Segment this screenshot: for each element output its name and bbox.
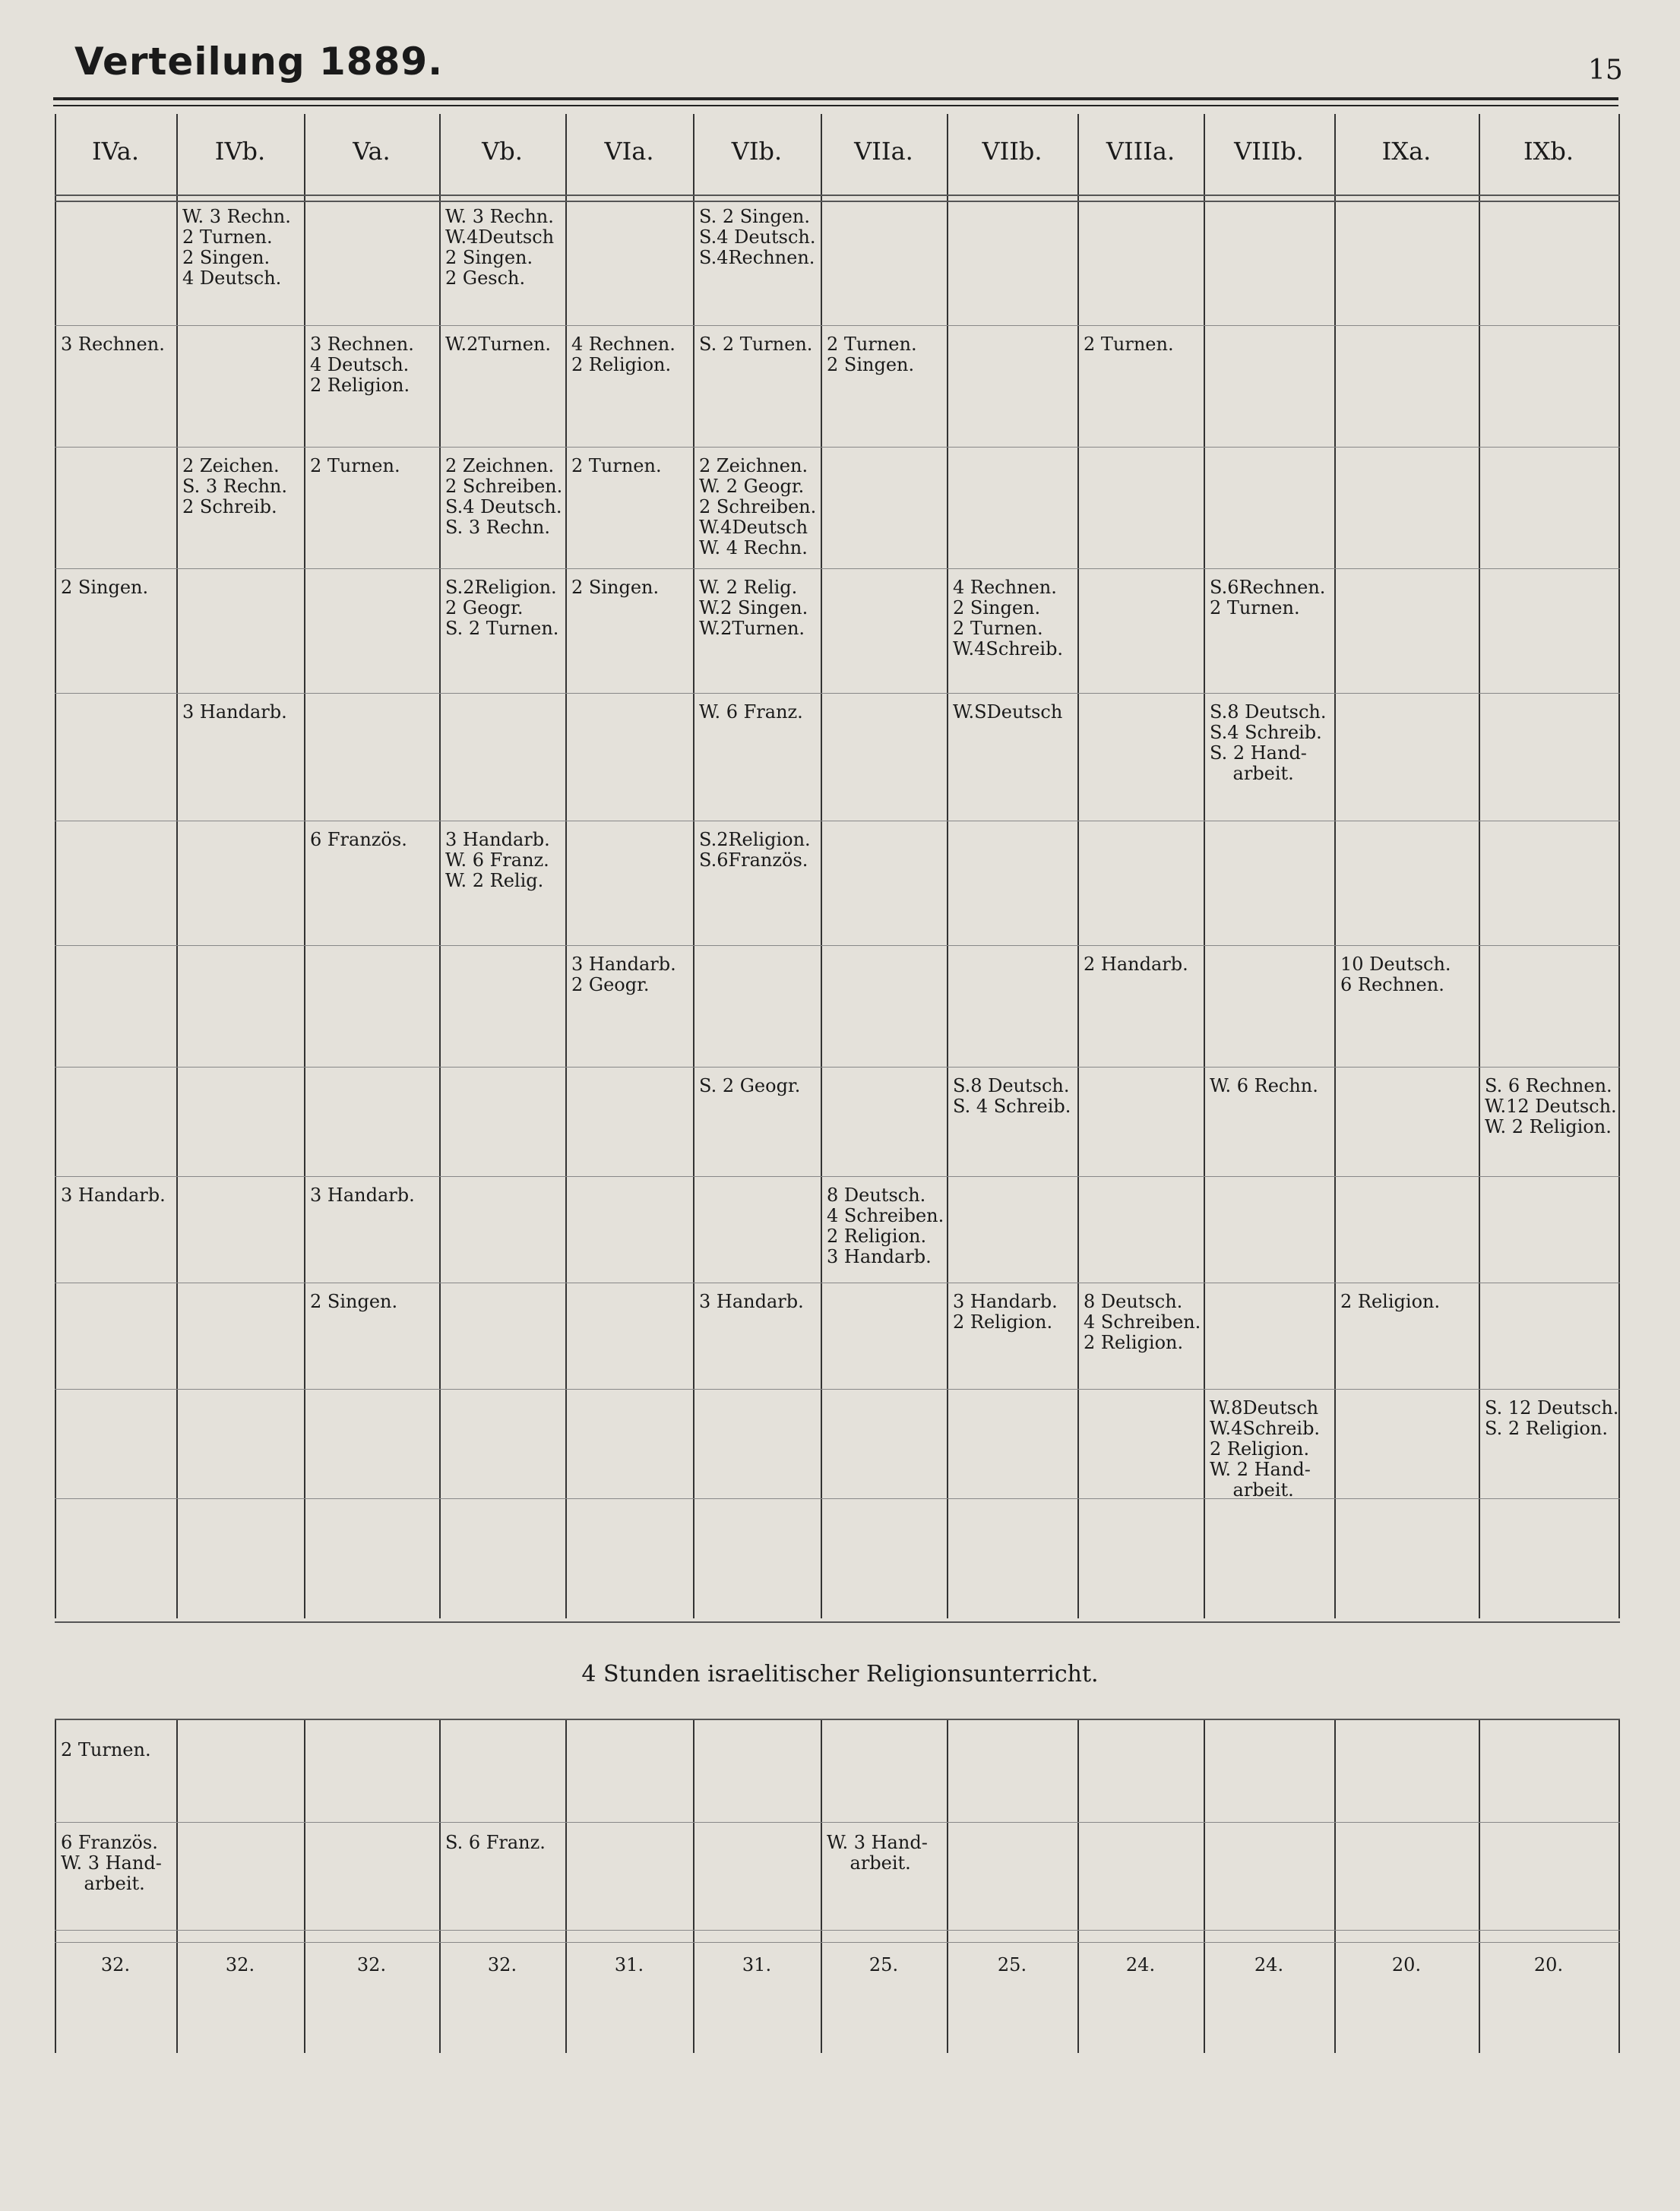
schedule-entry: 4 Rechnen. 2 Singen. 2 Turnen. W.4Schreib. xyxy=(953,577,1064,660)
schedule-entry: W. 2 Relig. W.2 Singen. W.2Turnen. xyxy=(699,577,808,639)
column-divider xyxy=(1204,1719,1205,2053)
column-divider xyxy=(304,114,305,1618)
row-divider xyxy=(55,1389,1620,1390)
column-divider xyxy=(439,114,441,1618)
schedule-entry: 3 Handarb. 2 Geogr. xyxy=(571,954,676,995)
row-divider xyxy=(55,1176,1620,1177)
schedule-entry: 2 Turnen. xyxy=(310,455,400,476)
column-divider xyxy=(821,114,822,1618)
column-divider xyxy=(1618,114,1620,1618)
schedule-entry: 6 Französ. xyxy=(310,829,407,850)
column-header: IXa. xyxy=(1381,137,1432,166)
schedule-entry: W. 6 Rechn. xyxy=(1210,1075,1318,1096)
column-divider xyxy=(1334,114,1336,1618)
column-divider xyxy=(565,114,567,1618)
top-rule xyxy=(53,97,1618,100)
column-divider xyxy=(821,1719,822,2053)
schedule-entry: W.2Turnen. xyxy=(445,334,552,355)
schedule-entry: 10 Deutsch. 6 Rechnen. xyxy=(1340,954,1451,995)
schedule-entry: S. 2 Geogr. xyxy=(699,1075,801,1096)
column-header: VIIa. xyxy=(854,137,913,166)
schedule-entry: W. 3 Hand- arbeit. xyxy=(827,1832,928,1874)
column-header: IVa. xyxy=(91,137,140,166)
schedule-entry: 3 Handarb. xyxy=(310,1185,415,1206)
column-divider xyxy=(1479,1719,1480,2053)
row-divider xyxy=(55,568,1620,569)
header-divider xyxy=(55,195,1620,196)
religion-band-text: 4 Stunden israelitischer Religionsunterricht. xyxy=(581,1661,1099,1688)
page-number: 15 xyxy=(1588,55,1623,86)
column-total: 32. xyxy=(356,1954,387,1975)
schedule-entry: S.2Religion. S.6Französ. xyxy=(699,829,811,871)
schedule-entry: 8 Deutsch. 4 Schreiben. 2 Religion. 3 Handarb. xyxy=(827,1185,944,1267)
column-header: VIa. xyxy=(604,137,654,166)
column-divider xyxy=(55,1719,56,2053)
column-total: 31. xyxy=(742,1954,772,1975)
column-divider xyxy=(1204,114,1205,1618)
schedule-entry: W.8Deutsch W.4Schreib. 2 Religion. W. 2 Hand- arbeit. xyxy=(1210,1397,1321,1501)
column-divider xyxy=(1334,1719,1336,2053)
schedule-entry: 2 Singen. xyxy=(61,577,149,598)
column-header: VIIIb. xyxy=(1234,137,1304,166)
row-divider xyxy=(55,325,1620,326)
schedule-entry: 2 Singen. xyxy=(571,577,660,598)
column-divider xyxy=(693,114,694,1618)
column-divider xyxy=(55,114,56,1618)
schedule-entry: S.8 Deutsch. S. 4 Schreib. xyxy=(953,1075,1071,1117)
schedule-entry: S. 12 Deutsch. S. 2 Religion. xyxy=(1485,1397,1619,1439)
row-divider xyxy=(55,1942,1620,1943)
schedule-entry: 3 Handarb. 2 Religion. xyxy=(953,1291,1058,1333)
column-total: 20. xyxy=(1533,1954,1564,1975)
schedule-entry: 3 Handarb. W. 6 Franz. W. 2 Relig. xyxy=(445,829,550,891)
schedule-entry: S.8 Deutsch. S.4 Schreib. S. 2 Hand- arbeit. xyxy=(1210,701,1327,784)
schedule-entry: 4 Rechnen. 2 Religion. xyxy=(571,334,675,375)
schedule-entry: W. 3 Rechn. W.4Deutsch 2 Singen. 2 Gesch. xyxy=(445,206,555,289)
column-header: Vb. xyxy=(482,137,523,166)
schedule-entry: S. 2 Singen. S.4 Deutsch. S.4Rechnen. xyxy=(699,206,816,268)
column-header: VIb. xyxy=(731,137,783,166)
column-header: VIIIa. xyxy=(1106,137,1175,166)
schedule-entry: 8 Deutsch. 4 Schreiben. 2 Religion. xyxy=(1084,1291,1201,1353)
row-divider xyxy=(55,1930,1620,1931)
column-header: IXb. xyxy=(1523,137,1574,166)
schedule-entry: 2 Singen. xyxy=(310,1291,398,1312)
schedule-entry: 3 Rechnen. 4 Deutsch. 2 Religion. xyxy=(310,334,414,396)
schedule-entry: 2 Zeichnen. 2 Schreiben. S.4 Deutsch. S. 3 Rechn. xyxy=(445,455,563,538)
column-divider xyxy=(1077,1719,1079,2053)
schedule-entry: 2 Zeichnen. W. 2 Geogr. 2 Schreiben. W.4Deutsch W. 4 Rechn. xyxy=(699,455,817,558)
schedule-entry: 3 Handarb. xyxy=(182,701,287,723)
column-divider xyxy=(1077,114,1079,1618)
page-title: Verteilung 1889. xyxy=(74,40,444,84)
schedule-entry: 2 Turnen. 2 Singen. xyxy=(827,334,917,375)
section-divider xyxy=(55,1719,1620,1720)
schedule-entry: 2 Turnen. xyxy=(571,455,662,476)
column-total: 31. xyxy=(614,1954,644,1975)
top-rule-thin xyxy=(53,105,1618,106)
column-divider xyxy=(439,1719,441,2053)
schedule-entry: 2 Zeichen. S. 3 Rechn. 2 Schreib. xyxy=(182,455,287,517)
schedule-entry: 2 Handarb. xyxy=(1084,954,1188,975)
schedule-entry: 2 Turnen. xyxy=(1084,334,1174,355)
column-total: 24. xyxy=(1254,1954,1284,1975)
schedule-entry: S. 6 Rechnen. W.12 Deutsch. W. 2 Religion. xyxy=(1485,1075,1617,1137)
schedule-entry: W. 6 Franz. xyxy=(699,701,803,723)
column-divider xyxy=(947,114,948,1618)
column-divider xyxy=(304,1719,305,2053)
column-total: 32. xyxy=(225,1954,255,1975)
column-divider xyxy=(1618,1719,1620,2053)
column-total: 24. xyxy=(1125,1954,1156,1975)
column-divider xyxy=(565,1719,567,2053)
column-divider xyxy=(947,1719,948,2053)
schedule-entry: S.2Religion. 2 Geogr. S. 2 Turnen. xyxy=(445,577,559,639)
schedule-entry: S. 2 Turnen. xyxy=(699,334,813,355)
column-total: 32. xyxy=(487,1954,517,1975)
column-total: 25. xyxy=(868,1954,899,1975)
schedule-entry: S. 6 Franz. xyxy=(445,1832,546,1853)
header-divider xyxy=(55,201,1620,202)
schedule-entry: 2 Religion. xyxy=(1340,1291,1441,1312)
row-divider xyxy=(55,1067,1620,1068)
column-total: 20. xyxy=(1391,1954,1422,1975)
column-header: VIIb. xyxy=(982,137,1042,166)
column-header: IVb. xyxy=(214,137,266,166)
schedule-entry: 3 Rechnen. xyxy=(61,334,165,355)
row-divider xyxy=(55,447,1620,448)
column-divider xyxy=(176,1719,178,2053)
schedule-entry: 2 Turnen. xyxy=(61,1739,151,1760)
column-divider xyxy=(693,1719,694,2053)
row-divider xyxy=(55,1822,1620,1823)
row-divider xyxy=(55,693,1620,694)
schedule-entry: 3 Handarb. xyxy=(699,1291,804,1312)
row-divider xyxy=(55,1498,1620,1499)
column-total: 32. xyxy=(100,1954,131,1975)
schedule-entry: W.SDeutsch xyxy=(953,701,1063,723)
schedule-entry: 3 Handarb. xyxy=(61,1185,166,1206)
column-header: Va. xyxy=(353,137,391,166)
section-divider xyxy=(55,1621,1620,1623)
schedule-entry: W. 3 Rechn. 2 Turnen. 2 Singen. 4 Deutsch. xyxy=(182,206,291,289)
column-divider xyxy=(1479,114,1480,1618)
schedule-entry: 6 Französ. W. 3 Hand- arbeit. xyxy=(61,1832,162,1894)
schedule-entry: S.6Rechnen. 2 Turnen. xyxy=(1210,577,1326,618)
row-divider xyxy=(55,945,1620,946)
column-total: 25. xyxy=(997,1954,1027,1975)
column-divider xyxy=(176,114,178,1618)
